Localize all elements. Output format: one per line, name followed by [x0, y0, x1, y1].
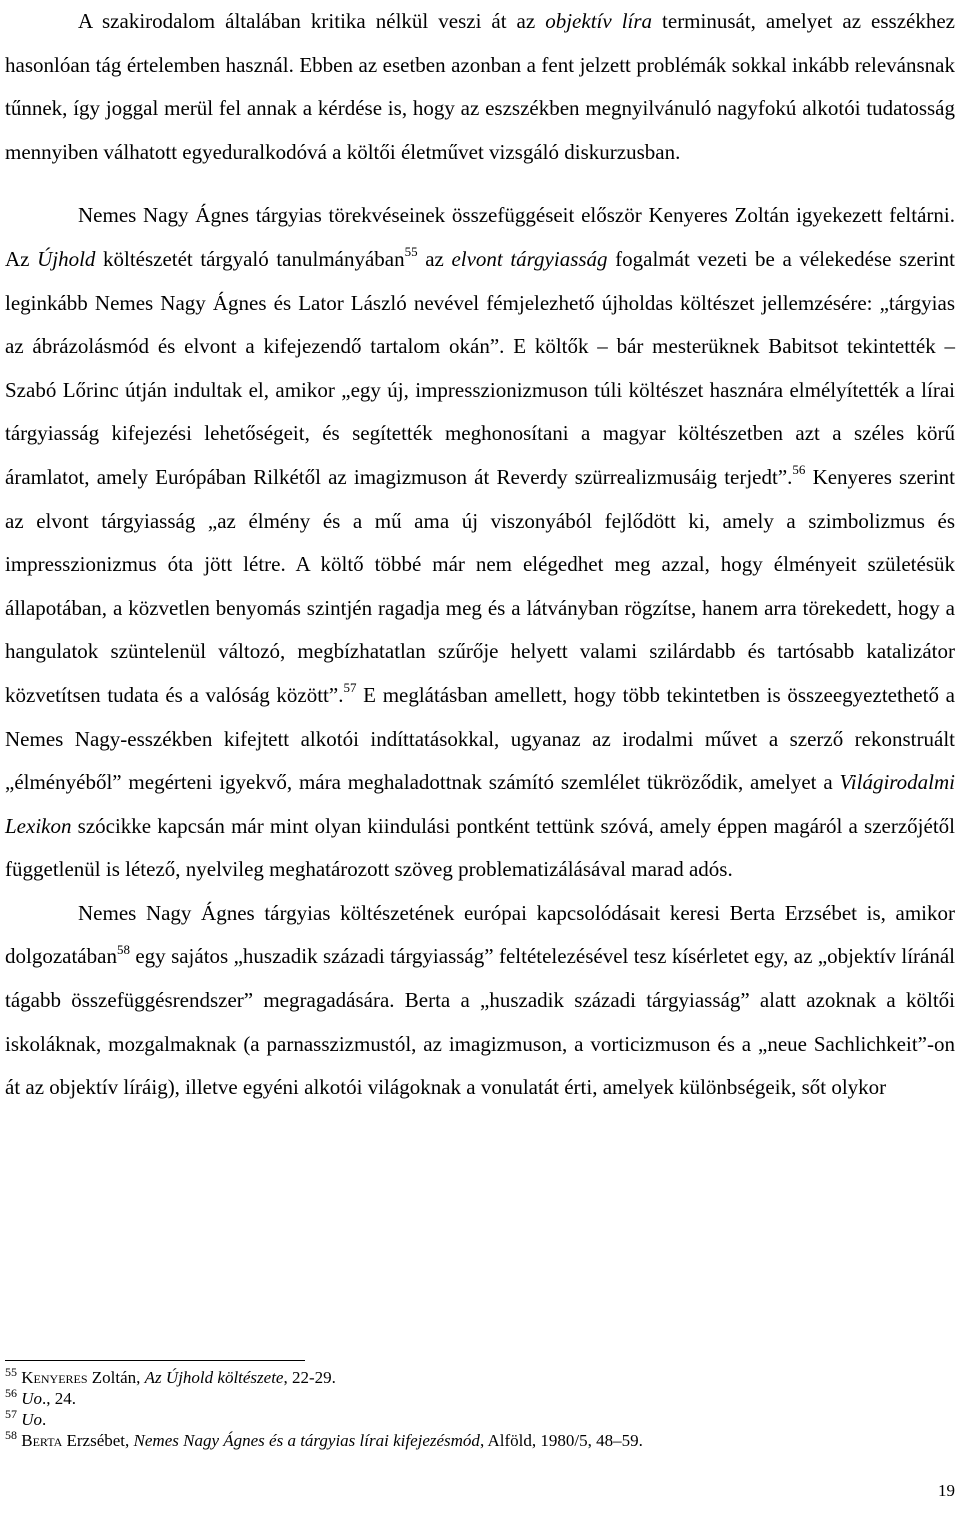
footnote-number: 56 — [5, 1385, 17, 1400]
paragraph-1 — [5, 0, 955, 174]
text-run: szócikke kapcsán már mint olyan kiindulási pontként tettünk szóvá, amely éppen magáról a szerzőjétől függetlenül is létező, nyelvileg meghatározott szöveg problematizálásával marad adós. — [5, 813, 955, 882]
document-page — [5, 0, 955, 1110]
text-run: egy sajátos „huszadik századi tárgyiasság” feltételezésével tesz kísérletet egy, az „objektív líránál tágabb összefüggésrendszer” megragadására. Berta a „huszadik századi tárgyiasság” alatt azoknak a költői iskoláknak, mozgalmaknak (a parnasszizmustól, az imagizmuson, a vorticizmuson és a „neue Sachlichkeit”-on át az objektív líráig), illetve egyéni alkotói világoknak a vonulatát érti, amelyek különbségeik, sőt olykor — [5, 944, 955, 1100]
italic-term: objektív líra — [545, 9, 653, 33]
footnotes — [5, 1364, 955, 1451]
text-run: , Alföld, 1980/5, 48–59. — [479, 1431, 643, 1450]
text-run: , 22-29. — [283, 1368, 336, 1387]
text-run: költészetét tárgyaló tanulmányában — [95, 246, 405, 271]
text-run: az — [417, 246, 452, 271]
footnote-58 — [5, 1427, 955, 1451]
body-text — [5, 0, 955, 1110]
footnote-ref-57[interactable]: 57 — [343, 680, 357, 696]
footnote-55 — [5, 1364, 955, 1388]
footnote-ref-58[interactable]: 58 — [116, 941, 130, 957]
paragraph-2 — [5, 194, 955, 892]
footnote-56 — [5, 1385, 955, 1409]
italic-term: elvont tárgyiasság — [451, 246, 608, 271]
footnote-ref-56[interactable]: 56 — [792, 462, 806, 478]
page-number: 19 — [938, 1481, 955, 1500]
text-run: Erzsébet, — [62, 1431, 134, 1450]
footnote-number: 57 — [5, 1406, 17, 1421]
text-run: Nemes Nagy Ágnes tárgyias törekvéseinek összefüggéseit először Kenyeres Zoltán igyekezett feltárni. Az — [5, 203, 955, 271]
author-name: Berta — [21, 1431, 63, 1450]
text-run: terminusát, amelyet az esszékhez hasonlóan tág értelemben használ. Ebben az esetben azonban a fent jelzett problémák sokkal inkább relevánsnak tűnnek, így joggal merül fel annak a kérdése is, hogy az eszszékben megnyilvánuló nagyfokú alkotói tudatosság mennyiben válhatott egyeduralkodóvá a költői életművet vizsgáló diskurzusban. — [5, 9, 955, 164]
work-title: Nemes Nagy Ágnes és a tárgyias lírai kifejezésmód — [133, 1431, 480, 1450]
author-name: Kenyeres — [21, 1368, 88, 1387]
text-run: A szakirodalom általában kritika nélkül veszi át az — [78, 9, 546, 33]
italic-title: Újhold — [37, 246, 96, 271]
footnote-number: 58 — [5, 1427, 17, 1442]
paragraph-3 — [5, 892, 955, 1110]
text-run: fogalmát vezeti be a vélekedése szerint leginkább Nemes Nagy Ágnes és Lator László nevével fémjelezhető újholdas költészet jellemzésére: „tárgyias az ábrázolásmód és elvont a kifejezendő tartalom okán”. E költők – bár mesterüknek Babitsot tekintették – Szabó Lőrinc útján indultak el, amikor „egy új, impresszionizmuson túli költészet hasznára elmélyítették a lírai tárgyiasság kifejezési lehetőségeit, és segítették meghonosítani a magyar költészetben azt a széles körű áramlatot, amely Európában Rilkétől az imagizmuson át Reverdy szürrealizmusáig terjedt”. — [5, 246, 955, 489]
text-run: E meglátásban amellett, hogy több tekintetben is összeegyeztethető a Nemes Nagy-esszékben kifejtett alkotói indíttatásokkal, ugyanaz az irodalmi művet a szerző rekonstruált „élményéből” megérteni igyekvő, mára meghaladottnak számító szemlélet tükröződik, amelyet a — [5, 682, 955, 795]
text-run: . — [42, 1410, 47, 1429]
text-run: Zoltán, — [87, 1368, 145, 1387]
footnote-number: 55 — [5, 1364, 17, 1379]
text-run: Kenyeres szerint az elvont tárgyiasság „az élmény és a mű ama új viszonyából fejlődött ki, amely a szimbolizmus és impresszionizmus óta jött létre. A költő többé már nem elégedhet meg azzal, hogy élményeit születésük állapotában, a közvetlen benyomás szintjén ragadja meg és a látványban rögzítse, hanem arra törekedett, hogy a hangulatok szüntelenül változó, megbízhatatlan szűrője helyett valami szilárdabb és tartósabb katalizátor közvetítsen tudata és a valóság között”. — [5, 464, 955, 707]
work-title: Uo — [21, 1389, 43, 1408]
text-run: ., 24. — [42, 1389, 77, 1408]
footnote-separator — [5, 1360, 305, 1361]
work-title: Az Újhold költészete — [144, 1368, 284, 1387]
work-title: Uo — [21, 1410, 43, 1429]
footnote-ref-55[interactable]: 55 — [404, 244, 418, 260]
text-run: Nemes Nagy Ágnes tárgyias költészetének európai kapcsolódásait keresi Berta Erzsébet is, amikor dolgozatában — [5, 900, 955, 969]
footnote-57 — [5, 1406, 955, 1430]
italic-title: Világirodalmi Lexikon — [5, 770, 955, 838]
